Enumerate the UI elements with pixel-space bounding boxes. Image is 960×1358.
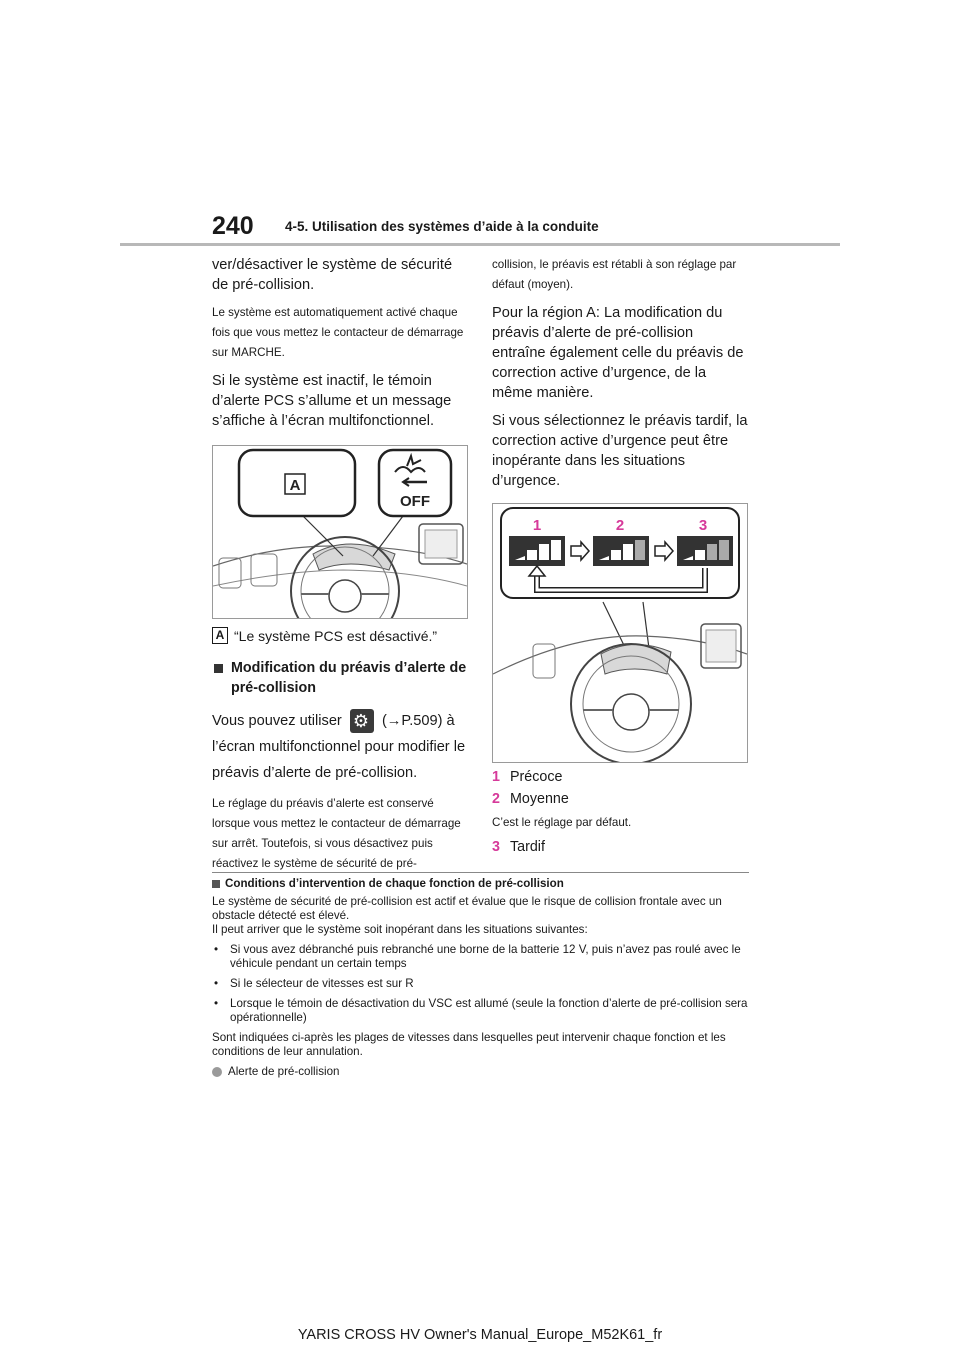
circle-item-text: Alerte de pré-collision <box>228 1065 340 1078</box>
bullet-text: Lorsque le témoin de désactivation du VSC est allumé (seule la fonction d’alerte de pré-collision sera opérationnelle) <box>230 997 748 1024</box>
right-paragraph-1: collision, le préavis est rétabli à son réglage par défaut (moyen). <box>492 258 737 291</box>
figure-number-1: 1 <box>532 517 542 534</box>
conditions-p1-text: Le système de sécurité de pré-collision est actif et évalue que le risque de collision frontale avec un obstacle détecté est élevé. <box>212 895 722 922</box>
conditions-section <box>212 877 752 1079</box>
option-number: 3 <box>492 839 500 855</box>
square-bullet-icon <box>214 664 223 673</box>
figure-number-2: 2 <box>615 517 625 534</box>
right-column <box>492 255 750 861</box>
bullet-dot: • <box>214 943 219 956</box>
timing-option-medium <box>492 791 750 807</box>
left-column <box>212 255 470 882</box>
conditions-heading <box>212 877 752 891</box>
settings-gear-icon <box>350 709 374 733</box>
bottom-divider <box>212 872 749 873</box>
subheading-text: Modification du préavis d’alerte de pré-collision <box>231 660 467 696</box>
bullet-text: Si vous avez débranché puis rebranché une borne de la batterie 12 V, puis n’avez pas roulé avec le véhicule pendant un certain temps <box>230 943 741 970</box>
right-paragraph-3: Si vous sélectionnez le préavis tardif, la correction active d’urgence peut être inopérante dans les situations d’urgence. <box>492 413 748 489</box>
circle-bullet-item <box>212 1065 752 1079</box>
conditions-bullet <box>212 943 752 971</box>
conditions-bullet <box>212 977 752 991</box>
pcs-off-illustration <box>212 445 468 619</box>
right-paragraph-2: Pour la région A: La modification du préavis d’alerte de pré-collision entraîne également celle du préavis de correction active d’urgence, de la même manière. <box>492 305 744 401</box>
default-note: C’est le réglage par défaut. <box>492 816 632 829</box>
conditions-paragraph-1 <box>212 895 752 923</box>
footer-manual-title: YARIS CROSS HV Owner's Manual_Europe_M52K61_fr <box>297 1327 663 1343</box>
left-paragraph-5: Le réglage du préavis d’alerte est conservé lorsque vous mettez le contacteur de démarrage sur arrêt. Toutefois, si vous désactivez puis réactivez le système de sécurité de pré- <box>212 797 461 870</box>
option-label: Tardif <box>510 839 545 855</box>
left-paragraph-2: Le système est automatiquement activé chaque fois que vous mettez le contacteur de démarrage sur MARCHE. <box>212 306 464 359</box>
page-number: 240 <box>212 212 254 240</box>
circle-bullet-icon <box>212 1067 222 1077</box>
timing-option-early <box>492 769 750 785</box>
conditions-paragraph-2: Il peut arriver que le système soit inopérant dans les situations suivantes: <box>212 923 588 936</box>
bullet-dot: • <box>214 977 219 990</box>
p4-before: Vous pouvez utiliser <box>212 713 342 729</box>
left-paragraph-1: ver/désactiver le système de sécurité de pré-collision. <box>212 257 453 293</box>
figure-caption <box>212 627 470 644</box>
square-bullet-icon <box>212 880 220 888</box>
header-divider <box>120 243 840 246</box>
caption-text: “Le système PCS est désactivé.” <box>234 627 438 644</box>
option-number: 2 <box>492 791 500 807</box>
pcs-off-text: OFF <box>400 493 430 510</box>
option-number: 1 <box>492 769 500 785</box>
option-label: Moyenne <box>510 791 569 807</box>
section-title: 4-5. Utilisation des systèmes d’aide à la conduite <box>285 219 599 234</box>
option-label: Précoce <box>510 769 563 785</box>
caption-tag-a: A <box>212 627 228 644</box>
warning-timing-illustration <box>492 503 748 763</box>
p4-after: (→P.509) à l’écran multifonctionnel pour modifier le préavis d’alerte de pré-collision. <box>212 713 466 781</box>
left-paragraph-4 <box>212 708 470 786</box>
conditions-bullet <box>212 997 752 1025</box>
dashboard-drawing <box>213 446 467 618</box>
subheading-modification <box>212 658 470 698</box>
bullet-text: Si le sélecteur de vitesses est sur R <box>230 977 414 990</box>
left-paragraph-3: Si le système est inactif, le témoin d’alerte PCS s’allume et un message s’affiche à l’écran multifonctionnel. <box>212 373 452 429</box>
figure-label-a: A <box>289 477 301 494</box>
conditions-paragraph-3: Sont indiquées ci-après les plages de vitesses dans lesquelles peut intervenir chaque fonction et les conditions de leur annulation. <box>212 1031 726 1058</box>
timing-option-late <box>492 839 750 855</box>
bullet-dot: • <box>214 997 219 1010</box>
conditions-heading-text: Conditions d’intervention de chaque fonction de pré-collision <box>225 877 564 890</box>
figure-number-3: 3 <box>698 517 708 534</box>
timing-drawing <box>493 504 747 762</box>
